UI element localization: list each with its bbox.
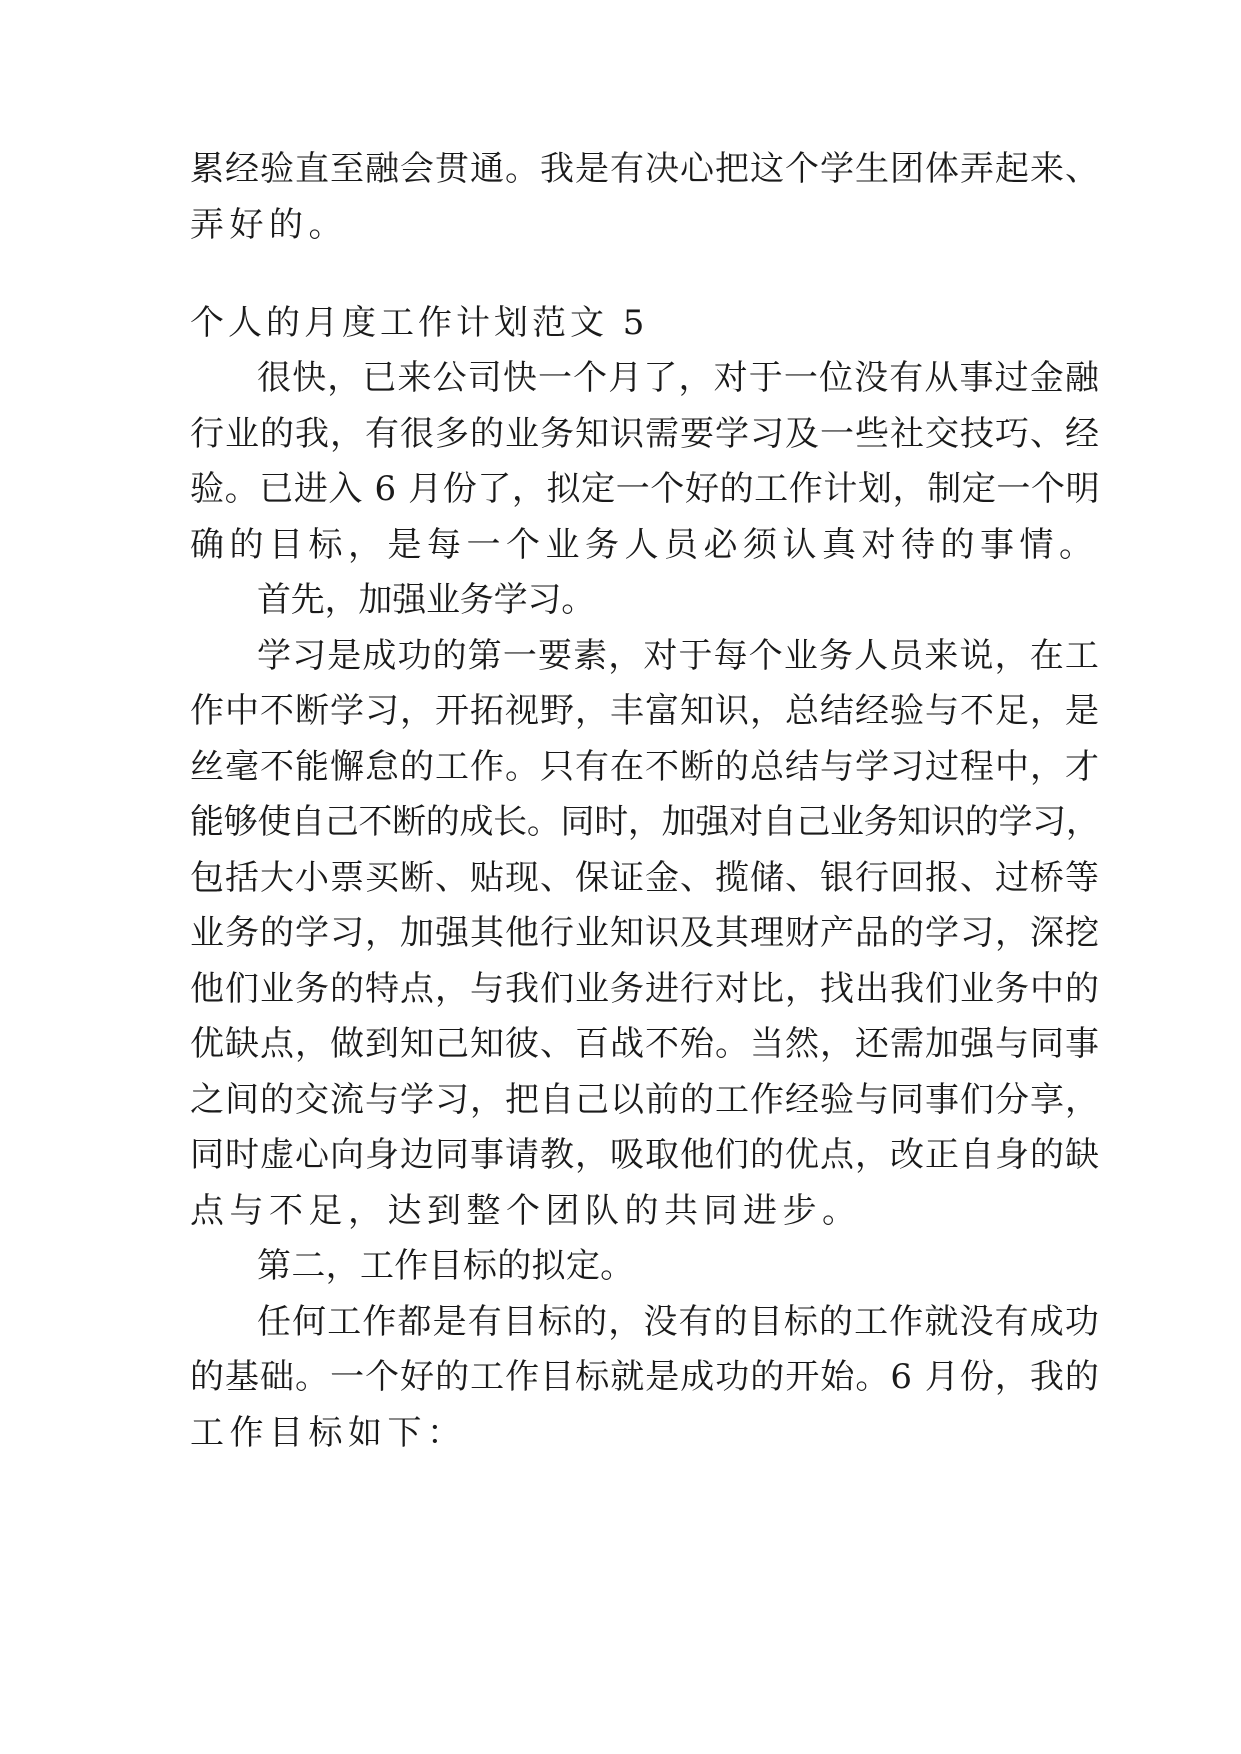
- text-line: 工作目标如下：: [190, 1413, 467, 1453]
- text-line: 他们业务的特点，与我们业务进行对比，找出我们业务中的: [190, 969, 1100, 1009]
- text-line: 丝毫不能懈怠的工作。只有在不断的总结与学习过程中，才: [190, 747, 1100, 787]
- text-line: 确的目标，是每一个业务人员必须认真对待的事情。: [190, 525, 1099, 565]
- text-line: 的基础。一个好的工作目标就是成功的开始。6 月份，我的: [190, 1357, 1100, 1397]
- text-line: 验。已进入 6 月份了，拟定一个好的工作计划，制定一个明: [190, 469, 1101, 509]
- subheading: 第二，工作目标的拟定。: [257, 1246, 635, 1286]
- text-line: 行业的我，有很多的业务知识需要学习及一些社交技巧、经: [190, 414, 1100, 454]
- text-line: 之间的交流与学习，把自己以前的工作经验与同事们分享，: [190, 1080, 1100, 1120]
- text-line: 作中不断学习，开拓视野，丰富知识，总结经验与不足，是: [190, 691, 1100, 731]
- subheading: 首先，加强业务学习。: [257, 580, 595, 620]
- text-line: 同时虚心向身边同事请教，吸取他们的优点，改正自身的缺: [190, 1135, 1100, 1175]
- text-line: 业务的学习，加强其他行业知识及其理财产品的学习，深挖: [190, 913, 1100, 953]
- text-line: 包括大小票买断、贴现、保证金、揽储、银行回报、过桥等: [190, 858, 1100, 898]
- text-line: 弄好的。: [190, 205, 348, 245]
- text-line: 能够使自己不断的成长。同时，加强对自己业务知识的学习，: [190, 802, 1100, 842]
- text-line: 优缺点，做到知己知彼、百战不殆。当然，还需加强与同事: [190, 1024, 1100, 1064]
- text-line: 累经验直至融会贯通。我是有决心把这个学生团体弄起来、: [190, 149, 1100, 189]
- text-line: 点与不足，达到整个团队的共同进步。: [190, 1191, 862, 1231]
- text-line: 学习是成功的第一要素，对于每个业务人员来说，在工: [257, 636, 1100, 676]
- text-line: 任何工作都是有目标的，没有的目标的工作就没有成功: [257, 1302, 1100, 1342]
- section-heading: 个人的月度工作计划范文 5: [190, 303, 649, 343]
- text-line: 很快，已来公司快一个月了，对于一位没有从事过金融: [257, 358, 1100, 398]
